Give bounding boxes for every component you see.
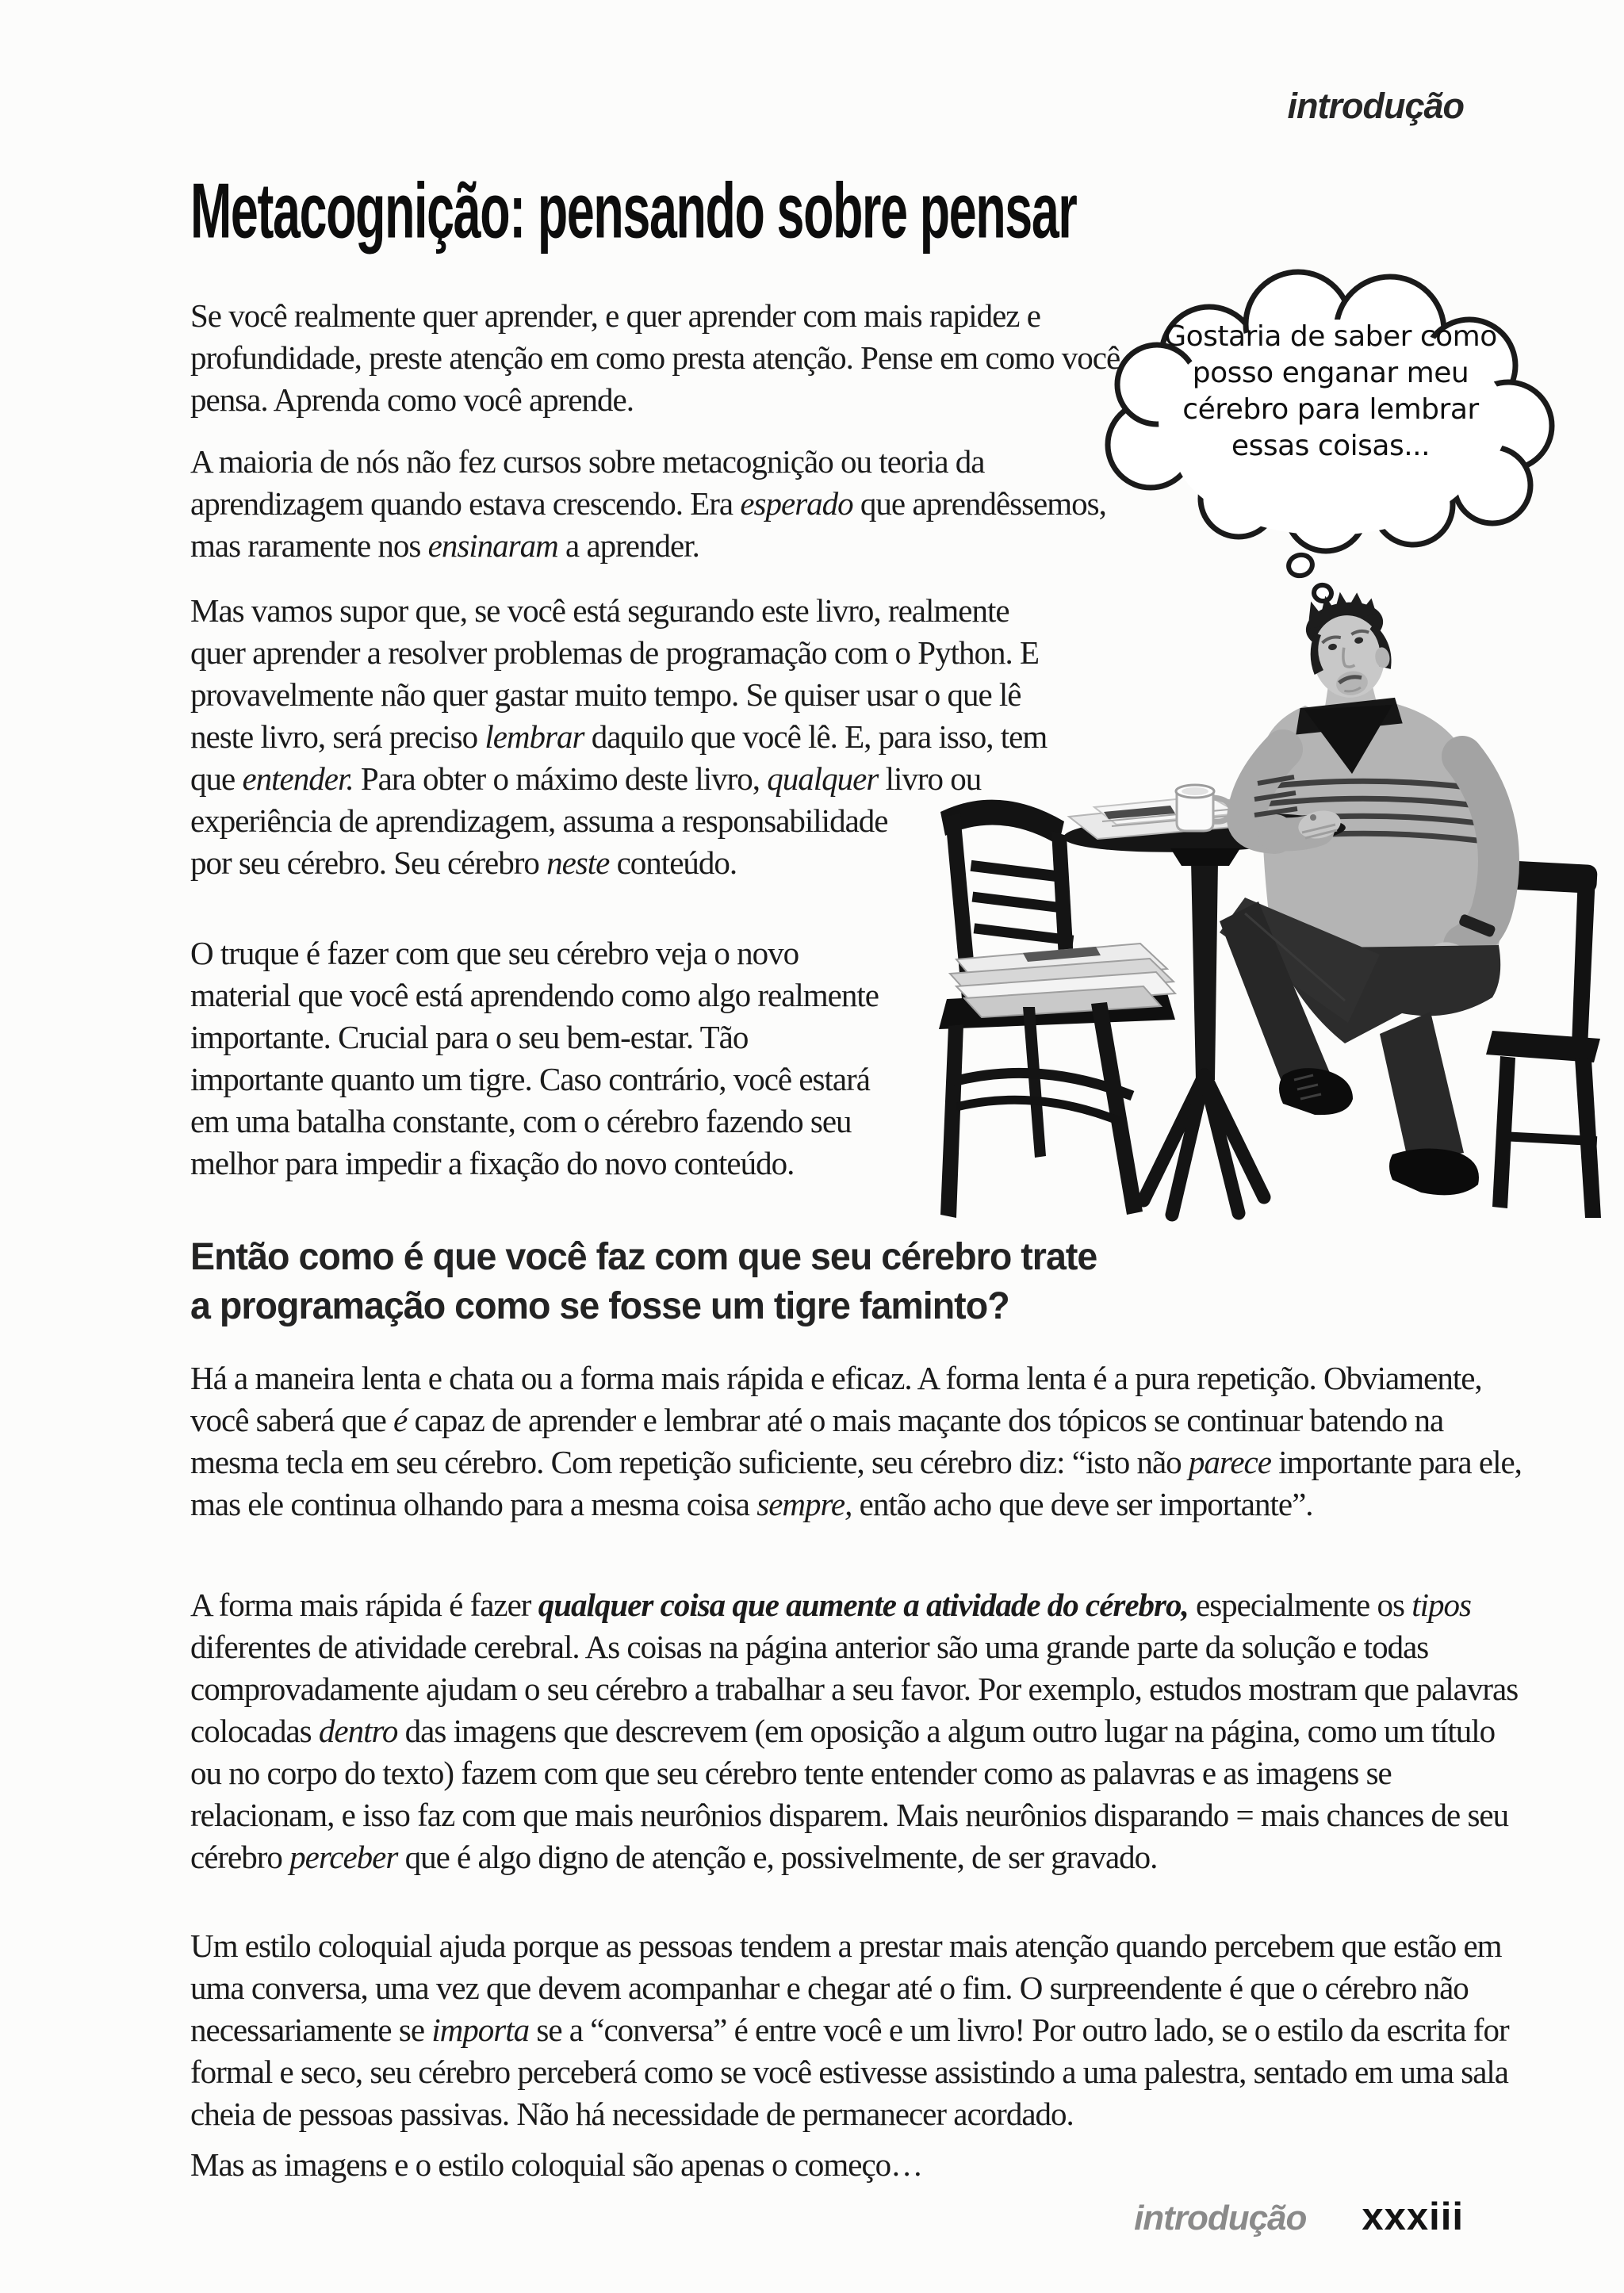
paragraph-2: A maioria de nós não fez cursos sobre metacognição ou teoria da aprendizagem quando estava crescendo. Era esperado que aprendêssemos, mas raramente nos ensinaram a aprender. xyxy=(190,443,1106,564)
paragraph-6: A forma mais rápida é fazer qualquer coisa que aumente a atividade do cérebro, especialmente os tipos diferentes de atividade cerebral. As coisas na página anterior são uma grande parte da solução e todas comprovadamente ajudam o seu cérebro a trabalhar a seu favor. Por exemplo, estudos mostram que palavras colocadas dentro das imagens que descrevem (em oposição a algum outro lugar na página, como um título ou no corpo do texto) fazem com que seu cérebro tente entender como as palavras e as imagens se relacionam, e isso faz com que mais neurônios disparem. Mais neurônios disparando = mais chances de seu cérebro perceber que é algo digno de atenção e, possivelmente, de ser gravado. xyxy=(190,1587,1519,1875)
paragraph-5: Há a maneira lenta e chata ou a forma mais rápida e eficaz. A forma lenta é a pura repetição. Obviamente, você saberá que é capaz de aprender e lembrar até o mais maçante dos tópicos se continuar batendo na mesma tecla em seu cérebro. Com repetição suficiente, seu cérebro diz: “isto não parece importante para ele, mas ele continua olhando para a mesma coisa sempre, então acho que deve ser importante”. xyxy=(190,1360,1522,1522)
running-head: introdução xyxy=(1287,86,1464,126)
paragraph-1: Se você realmente quer aprender, e quer aprender com mais rapidez e profundidade, preste atenção em como presta atenção. Pense em como você pensa. Aprenda como você aprende. xyxy=(190,297,1120,418)
page-title: Metacognição: pensando sobre pensar xyxy=(190,167,1077,255)
paragraph-4: O truque é fazer com que seu cérebro veja o novo material que você está aprendendo como algo realmente importante. Crucial para o seu bem-estar. Tão importante quanto um tigre. Caso contrário, você estará em uma batalha constante, com o cérebro fazendo seu melhor para impedir a fixação do novo conteúdo. xyxy=(190,935,879,1181)
thought-bubble-tail xyxy=(1286,553,1333,603)
coffee-mug xyxy=(1176,785,1231,831)
mans-chair xyxy=(1486,860,1601,1218)
text-wrap-spacer xyxy=(1062,590,1063,812)
text-wrap-spacer xyxy=(928,812,1063,970)
paragraph-3: Mas vamos supor que, se você está segurando este livro, realmente quer aprender a resolver problemas de programação com o Python. E provavelmente não quer gastar muito tempo. Se quiser usar o que lê neste livro, será preciso lembrar daquilo que você lê. E, para isso, tem que entender. Para obter o máximo deste livro, qualquer livro ou experiência de aprendizagem, assuma a responsabilidade por seu cérebro. Seu cérebro neste conteúdo. xyxy=(190,590,1063,970)
sweater-stripes xyxy=(1266,781,1502,844)
cafe-table-base xyxy=(1143,861,1264,1215)
boots xyxy=(1279,1068,1479,1195)
wristwatch xyxy=(1458,913,1496,938)
thinking-man xyxy=(1220,587,1504,1162)
page-footer xyxy=(1134,2195,1464,2239)
arm-on-table xyxy=(1247,749,1343,842)
paragraph-8: Mas as imagens e o estilo coloquial são apenas o começo… xyxy=(190,2146,923,2183)
thought-bubble-text: Gostaria de saber como posso enganar meu cérebro para lembrar essas coisas... xyxy=(1164,320,1497,462)
section-heading-line2: a programação como se fosse um tigre faminto? xyxy=(190,1285,1009,1327)
section-heading xyxy=(190,1233,1390,1331)
footer-page-number: xxxiii xyxy=(1362,2195,1464,2238)
footer-section-label: introdução xyxy=(1134,2199,1307,2237)
paragraph-7: Um estilo coloquial ajuda porque as pessoas tendem a prestar mais atenção quando percebem que estão em uma conversa, uma vez que devem acompanhar e chegar até o fim. O surpreendente é que o cérebro não necessariamente se importa se a “conversa” é entre você e um livro! Por outro lado, se o estilo da escrita for formal e seco, seu cérebro perceberá como se você estivesse assistindo a uma palestra, sentado em uma sala cheia de pessoas passivas. Não há necessidade de permanecer acordado. xyxy=(190,1927,1509,2132)
section-heading-line1: Então como é que você faz com que seu cérebro trate xyxy=(190,1236,1097,1278)
newspapers-on-table xyxy=(1069,796,1278,839)
cafe-tabletop xyxy=(1063,785,1346,866)
